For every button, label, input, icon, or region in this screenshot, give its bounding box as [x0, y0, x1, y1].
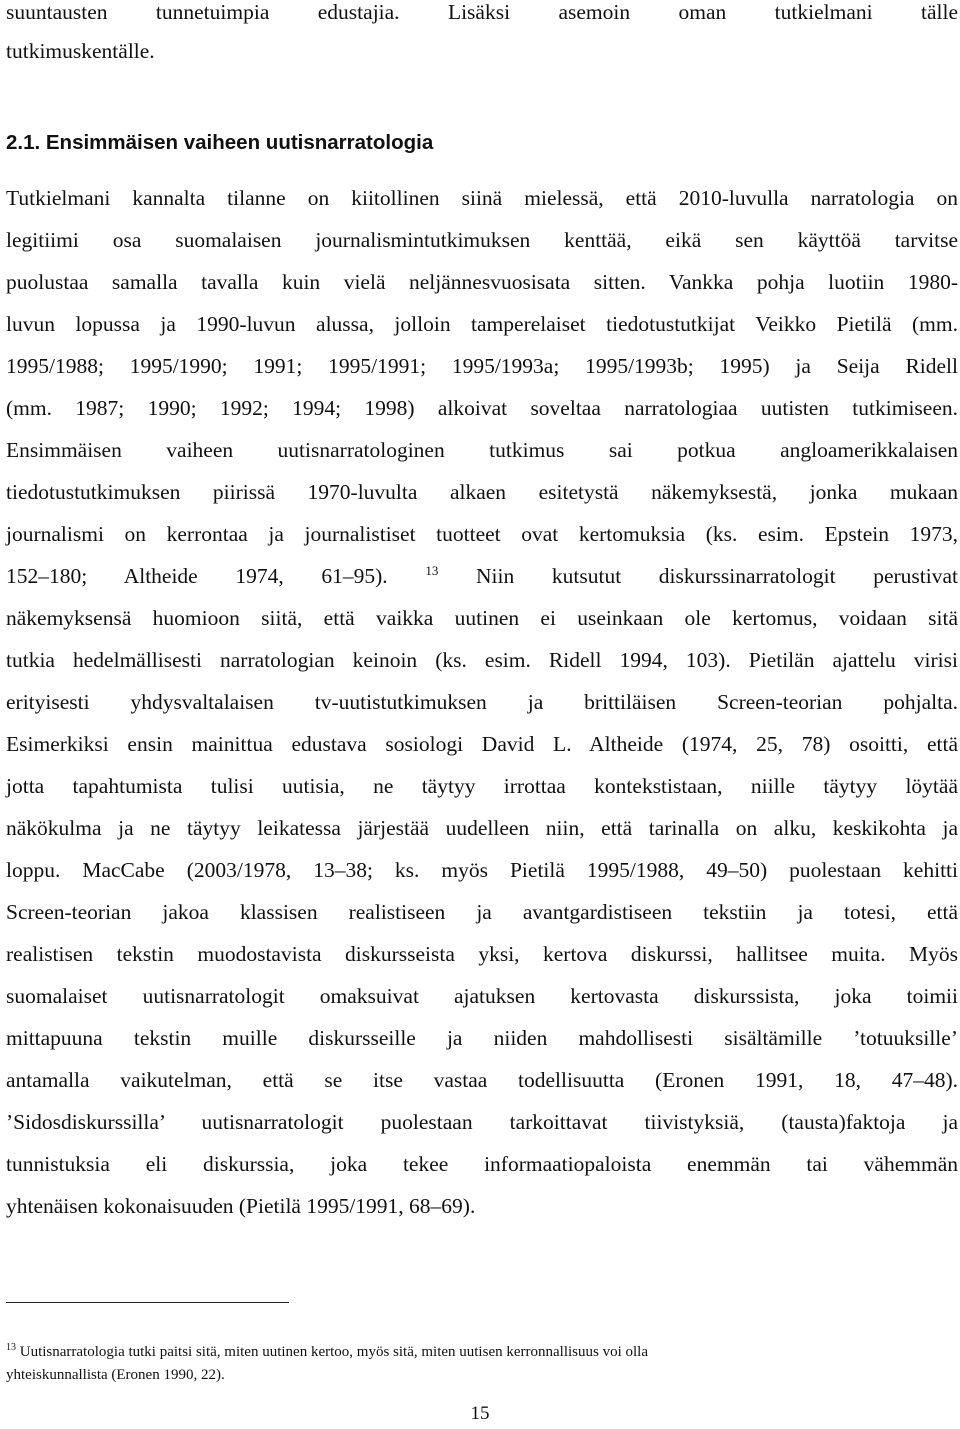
footnote-text: Uutisnarratologia tutki paitsi sitä, miten uutinen kertoo, myös sitä, miten uutisen kerronnallisuus voi olla — [19, 1344, 648, 1360]
body-text-line: tutkimuskentälle. — [6, 39, 155, 63]
body-text-line: Ensimmäisen vaiheen uutisnarratologinen tutkimus sai potkua angloamerikkalaisen — [6, 438, 958, 462]
body-text-line: realistisen tekstin muodostavista diskursseista yksi, kertova diskurssi, hallitsee muita. Myös — [6, 942, 958, 966]
body-text-line: ’Sidosdiskurssilla’ uutisnarratologit puolestaan tarkoittavat tiivistyksiä, (tausta)faktoja ja — [6, 1110, 958, 1134]
footnote-line: yhteiskunnallista (Eronen 1990, 22). — [6, 1367, 225, 1383]
body-text-line: puolustaa samalla tavalla kuin vielä neljännesvuosisata sitten. Vankka pohja luotiin 1980- — [6, 270, 958, 294]
body-text-line: erityisesti yhdysvaltalaisen tv-uutistutkimuksen ja brittiläisen Screen-teorian pohjalta. — [6, 690, 958, 714]
body-text-line: legitiimi osa suomalaisen journalismintutkimuksen kenttää, eikä sen käyttöä tarvitse — [6, 228, 958, 252]
body-text-line: näkökulma ja ne täytyy leikatessa järjestää uudelleen niin, että tarinalla on alku, keskikohta ja — [6, 816, 958, 840]
body-text-line: loppu. MacCabe (2003/1978, 13–38; ks. myös Pietilä 1995/1988, 49–50) puolestaan kehitti — [6, 858, 958, 882]
body-text-line: yhtenäisen kokonaisuuden (Pietilä 1995/1991, 68–69). — [6, 1194, 476, 1218]
body-text-line: tunnistuksia eli diskurssia, joka tekee informaatiopaloista enemmän tai vähemmän — [6, 1152, 958, 1176]
body-text-line: journalismi on kerrontaa ja journalistiset tuotteet ovat kertomuksia (ks. esim. Epstein 1973, — [6, 522, 958, 546]
body-text-line-with-footnote — [6, 561, 958, 591]
body-text-segment: Niin kutsutut diskurssinarratologit perustivat — [476, 564, 958, 588]
body-text-line: jotta tapahtumista tulisi uutisia, ne täytyy irrottaa kontekstistaan, niille täytyy löytää — [6, 774, 958, 798]
body-text-line: Tutkielmani kannalta tilanne on kiitollinen siinä mielessä, että 2010-luvulla narratologia on — [6, 186, 958, 210]
body-text-line: suomalaiset uutisnarratologit omaksuivat ajatuksen kertovasta diskurssista, joka toimii — [6, 984, 958, 1008]
footnote-separator — [6, 1302, 289, 1303]
body-text-line: tiedotustutkimuksen piirissä 1970-luvulta alkaen esitetystä näkemyksestä, jonka mukaan — [6, 480, 958, 504]
footnote-reference[interactable]: 13 — [425, 563, 439, 578]
body-text-line: (mm. 1987; 1990; 1992; 1994; 1998) alkoivat soveltaa narratologiaa uutisten tutkimiseen. — [6, 396, 958, 420]
body-text-line: tutkia hedelmällisesti narratologian keinoin (ks. esim. Ridell 1994, 103). Pietilän ajattelu virisi — [6, 648, 958, 672]
body-text-line: suuntausten tunnetuimpia edustajia. Lisäksi asemoin oman tutkielmani tälle — [6, 0, 958, 24]
body-text-line: Esimerkiksi ensin mainittua edustava sosiologi David L. Altheide (1974, 25, 78) osoitti, että — [6, 732, 958, 756]
body-text-line: Screen-teorian jakoa klassisen realistiseen ja avantgardistiseen tekstiin ja totesi, että — [6, 900, 958, 924]
page-number: 15 — [470, 1403, 490, 1424]
body-text-line: antamalla vaikutelman, että se itse vastaa todellisuutta (Eronen 1991, 18, 47–48). — [6, 1068, 958, 1092]
body-text-line: luvun lopussa ja 1990-luvun alussa, jolloin tamperelaiset tiedotustutkijat Veikko Pietilä (mm. — [6, 312, 958, 336]
footnote-line — [6, 1341, 648, 1363]
body-text-line: 1995/1988; 1995/1990; 1991; 1995/1991; 1995/1993a; 1995/1993b; 1995) ja Seija Ridell — [6, 354, 958, 378]
body-text-line: mittapuuna tekstin muille diskursseille ja niiden mahdollisesti sisältämille ’totuuksille’ — [6, 1026, 958, 1050]
footnote-mark: 13 — [6, 1342, 16, 1353]
body-text-line: näkemyksensä huomioon siitä, että vaikka uutinen ei useinkaan ole kertomus, voidaan sitä — [6, 606, 958, 630]
body-text-segment: 152–180; Altheide 1974, 61–95). — [6, 564, 388, 588]
section-heading: 2.1. Ensimmäisen vaiheen uutisnarratologia — [6, 131, 434, 154]
